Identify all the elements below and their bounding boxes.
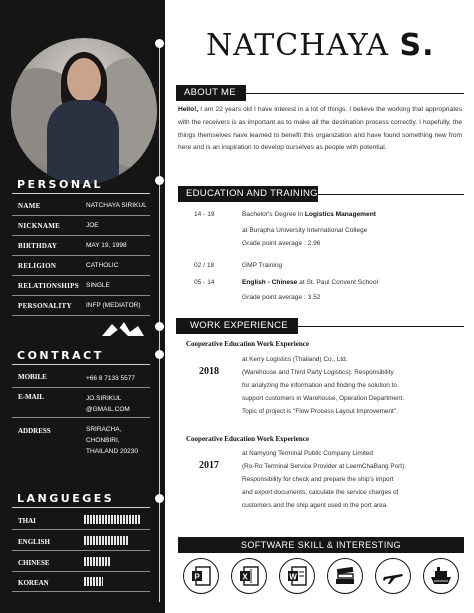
education-year: 02 / 18 [194,262,215,269]
language-level-bar [84,515,141,524]
personal-rule [12,193,150,194]
language-level-bar [84,557,110,566]
language-label: KOREAN [18,579,49,587]
powerpoint-icon [183,558,219,594]
personal-value: NATCHAYA SIRIKUL [86,202,147,209]
personal-row-personality [12,297,150,316]
languages-heading: LANGUEGES [17,492,115,505]
word-icon [279,558,315,594]
decorative-logo-icon [100,318,146,340]
work-line: Topic of project is "Flow Process Layout Improvement". [242,408,398,415]
contact-row-mobile [12,369,150,388]
about-heading: ABOUT ME [176,85,246,101]
education-training: GMP Training [242,262,283,269]
education-rule [318,194,464,195]
education-school: at Burapha University International College [242,227,368,234]
work-rule [298,326,464,327]
language-label: CHINESE [18,559,50,567]
work-year: 2018 [199,366,219,377]
personal-key: PERSONALITY [18,302,72,310]
personal-key: NAME [18,202,41,210]
about-rule [246,93,464,94]
software-heading: SOFTWARE SKILL & INTERESTING [178,537,464,553]
personal-value: MAY 19, 1998 [86,242,127,249]
personal-row-relationships [12,277,150,296]
contact-heading: CONTRACT [17,349,104,362]
work-line: at Kerry Logistics (Thailand) Co., Ltd. [242,356,348,363]
excel-icon [231,558,267,594]
work-line: (Warehouse and Third Party Logistics). Responsibility [242,369,394,376]
education-degree: Bachelor's Degree in [242,211,305,218]
contact-email-line: JO.SIRIKUL [86,395,122,402]
work-description [242,353,464,418]
language-row [12,552,150,572]
svg-text:P: P [194,572,200,582]
education-item [242,208,466,250]
personal-row-religion [12,257,150,276]
language-level-bar [84,536,129,545]
personal-row-birthday [12,237,150,256]
timeline-dot [155,322,164,331]
personal-row-name [12,197,150,216]
cargo-ship-icon [423,558,459,594]
education-item [242,259,466,272]
profile-photo [11,38,157,184]
education-major: Logistics Management [304,211,376,218]
personal-key: RELIGION [18,262,57,270]
work-line: for analyzing the information and finding the solution to [242,382,397,389]
language-label: ENGLISH [18,538,50,546]
education-item [242,276,466,304]
timeline-dot [155,176,164,185]
language-label: THAI [18,517,36,525]
timeline-dot [155,350,164,359]
work-line: customers and the ship agent used in the port area. [242,502,389,509]
languages-rule [12,507,150,508]
software-icons [183,558,463,598]
svg-text:X: X [242,572,248,582]
work-year: 2017 [199,460,219,471]
contact-row-address [12,420,150,460]
education-heading: EDUCATION AND TRAINING [178,186,318,202]
contact-address-line: THAILAND 20230 [86,448,139,455]
personal-value: JOE [86,222,99,229]
about-hello: Hello!, [178,106,199,113]
education-gpa: Grade point average : 2.96 [242,240,321,247]
personal-key: NICKNAME [18,222,61,230]
work-title: Cooperative Education Work Experience [186,340,309,348]
personal-value: CATHOLIC [86,262,119,269]
work-line: at Namyong Terminal Public Company Limited [242,450,373,457]
contact-address [86,424,138,457]
contact-address-line: SRIRACHA, [86,426,122,433]
airplane-icon [375,558,411,594]
contact-key: MOBILE [18,373,47,381]
page-title [206,28,435,63]
sidebar [0,0,165,613]
personal-row-nickname [12,217,150,236]
work-line: Responsibility for check and prepare the ship's import [242,476,394,483]
timeline-dot [155,39,164,48]
about-body: I am 22 years old I have interest in a lot of things. I believe the working that appropriates with the receivers is as important as to make all the destination process correctly. I hopefully, the things themselves have learned to benefit this organization and have found something new from here and is an inspiration to develop ourselves as people with potential. [178,106,462,152]
work-heading: WORK EXPERIENCE [176,318,298,334]
language-level-bar [84,577,103,586]
contact-email-line: @GMAIL.COM [86,406,130,413]
personal-heading: PERSONAL [17,178,104,191]
work-line: support customers in Warehouse, Operation Department. [242,395,405,402]
language-row [12,531,150,551]
timeline-dot [155,494,164,503]
photo-jacket [47,100,119,184]
education-program: English - Chinese [242,279,298,286]
contact-rule [12,364,150,365]
personal-value: INFP (MEDIATOR) [86,302,141,309]
personal-key: RELATIONSHIPS [18,282,79,290]
personal-value: SINGLE [86,282,110,289]
work-description [242,447,464,512]
first-name: NATCHAYA [206,28,389,63]
personal-key: BIRTHDAY [18,242,58,250]
contact-address-line: CHONBIRI, [86,437,120,444]
books-icon [327,558,363,594]
contact-row-email [12,389,150,418]
contact-key: ADDRESS [18,427,51,435]
photo-face [67,58,101,102]
work-line: (Ro-Ro Terminal Service Provider at LeemChaBang Port). [242,463,406,470]
contact-mobile[interactable]: +66 8 7133 5577 [86,375,135,382]
education-gpa: Grade point average : 3.52 [242,294,321,301]
language-row [12,510,150,530]
work-line: and export documents, calculate the service charges of [242,489,399,496]
contact-email[interactable] [86,393,130,415]
education-year: 14 - 19 [194,211,215,218]
education-school: at St. Paul Convent School [297,279,378,286]
about-text [178,104,462,155]
svg-text:W: W [289,572,297,582]
contact-key: E-MAIL [18,393,45,401]
last-initial: S. [399,28,435,63]
education-year: 05 - 14 [194,279,215,286]
language-row [12,572,150,592]
work-title: Cooperative Education Work Experience [186,435,309,443]
